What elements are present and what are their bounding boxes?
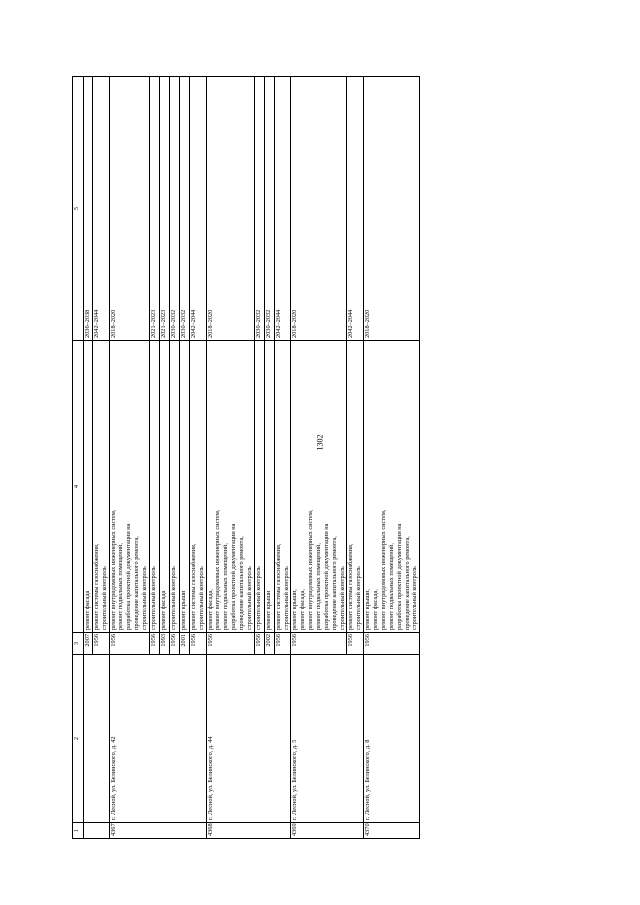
row-work-list <box>254 341 264 633</box>
work-item: проведение капитального ремонта, <box>238 536 246 630</box>
work-item: ремонт крыши <box>179 590 187 630</box>
row-work-list <box>264 341 274 633</box>
row-period: 2042–2044 <box>189 77 206 341</box>
work-item: ремонт системы газоснабжения, <box>92 543 100 630</box>
work-item: проведение капитального ремонта, <box>403 536 411 630</box>
row-period: 2021–2023 <box>159 77 169 341</box>
row-work-list <box>169 341 179 633</box>
row-year: 1956 <box>254 633 264 655</box>
row-work-list <box>149 341 159 633</box>
entry-address: г. Лесной, ул. Белинского, д. 42 <box>109 655 206 823</box>
work-item: ремонт внутридомовых инженерных систем, <box>307 509 315 630</box>
work-item: строительный контроль <box>245 566 253 630</box>
row-period: 2042–2044 <box>274 77 291 341</box>
row-period: 2030–2032 <box>169 77 179 341</box>
row-year: 1956 <box>206 633 254 655</box>
row-year: 2002 <box>264 633 274 655</box>
work-item: ремонт системы газоснабжения, <box>347 543 355 630</box>
entry-number: 4367. <box>109 823 206 839</box>
row-period: 2030–2032 <box>254 77 264 341</box>
row-period: 2018–2020 <box>364 77 420 341</box>
header-cell: 2 <box>73 655 84 823</box>
page-number: 1302 <box>315 434 325 451</box>
header-row <box>73 77 84 839</box>
row-work-list <box>109 341 149 633</box>
table-row <box>291 77 347 839</box>
row-period: 2021–2023 <box>149 77 159 341</box>
row-period: 2018–2020 <box>206 77 254 341</box>
row-year: 1956 <box>149 633 159 655</box>
work-item: строительный контроль <box>149 566 157 630</box>
work-item: разработка проектной документации на <box>125 523 133 630</box>
header-cell: 3 <box>73 633 84 655</box>
row-period: 2030–2032 <box>264 77 274 341</box>
row-work-list <box>84 341 93 633</box>
row-year: 1956 <box>189 633 206 655</box>
row-period: 2030–2032 <box>179 77 189 341</box>
entry-address: г. Лесной, ул. Белинского, д. 5 <box>291 655 364 823</box>
row-year: 1956 <box>274 633 291 655</box>
row-period: 2042–2044 <box>92 77 109 341</box>
work-item: разработка проектной документации на <box>230 523 238 630</box>
work-item: ремонт подвальных помещений, <box>222 543 230 630</box>
row-work-list <box>364 341 420 633</box>
work-item: строительный контроль <box>100 566 108 630</box>
entry-address: г. Лесной, ул. Белинского, д. 8 <box>364 655 420 823</box>
work-item: разработка проектной документации на <box>395 523 403 630</box>
work-item: строительный контроль <box>197 566 205 630</box>
work-item: ремонт системы газоснабжения, <box>274 543 282 630</box>
work-item: ремонт фасада <box>159 590 167 630</box>
row-year: 1956 <box>364 633 420 655</box>
work-item: ремонт подвальных помещений, <box>117 543 125 630</box>
work-item: ремонт подвальных помещений, <box>315 543 323 630</box>
work-item: ремонт фасада, <box>206 589 214 630</box>
work-item: строительный контроль <box>355 566 363 630</box>
header-cell: 1 <box>73 823 84 839</box>
rotated-table-wrapper <box>72 77 602 839</box>
work-item: ремонт системы газоснабжения, <box>189 543 197 630</box>
row-period: 2018–2020 <box>291 77 347 341</box>
work-item: строительный контроль <box>338 566 346 630</box>
entry-number: 4368. <box>206 823 291 839</box>
work-item: ремонт внутридомовых инженерных систем, <box>214 509 222 630</box>
work-item: ремонт фасада, <box>299 589 307 630</box>
work-item: ремонт крыши, <box>364 588 372 630</box>
row-year: 1956 <box>109 633 149 655</box>
table-row <box>364 77 420 839</box>
row-work-list <box>274 341 291 633</box>
row-year: 2007 <box>84 633 93 655</box>
entry-number: 4369. <box>291 823 364 839</box>
header-cell: 5 <box>73 77 84 341</box>
row-work-list <box>179 341 189 633</box>
work-item: ремонт фасада <box>84 590 91 630</box>
table-body <box>84 77 420 839</box>
entry-address <box>84 655 110 823</box>
work-item: ремонт крыши <box>264 590 272 630</box>
entry-address: г. Лесной, ул. Белинского, д. 44 <box>206 655 291 823</box>
work-item: проведение капитального ремонта, <box>133 536 141 630</box>
work-item: ремонт фасада, <box>372 589 380 630</box>
table-row <box>206 77 254 839</box>
work-item: ремонт внутридомовых инженерных систем, <box>379 509 387 630</box>
work-item: ремонт внутридомовых инженерных систем, <box>109 509 117 630</box>
row-period: 2036–2038 <box>84 77 93 341</box>
table-row <box>84 77 93 839</box>
row-period: 2018–2020 <box>109 77 149 341</box>
row-year: 1956 <box>291 633 347 655</box>
row-work-list <box>159 341 169 633</box>
header-cell: 4 <box>73 341 84 633</box>
work-item: разработка проектной документации на <box>322 523 330 630</box>
work-item: строительный контроль <box>282 566 290 630</box>
work-item: строительный контроль <box>141 566 149 630</box>
row-year: 1956 <box>92 633 109 655</box>
work-item: строительный контроль <box>254 566 262 630</box>
capital-repair-table <box>72 76 420 839</box>
work-item: ремонт подвальных помещений, <box>387 543 395 630</box>
row-work-list <box>291 341 347 633</box>
work-item: строительный контроль <box>411 566 419 630</box>
row-work-list <box>206 341 254 633</box>
table-row <box>109 77 149 839</box>
row-work-list <box>347 341 364 633</box>
entry-number: 4370. <box>364 823 420 839</box>
row-work-list <box>189 341 206 633</box>
row-year: 1993 <box>159 633 169 655</box>
work-item: проведение капитального ремонта, <box>330 536 338 630</box>
entry-number <box>84 823 110 839</box>
work-item: строительный контроль <box>169 566 177 630</box>
row-year: 1956 <box>169 633 179 655</box>
row-year: 2001 <box>179 633 189 655</box>
row-work-list <box>92 341 109 633</box>
row-year: 1956 <box>347 633 364 655</box>
row-period: 2042–2044 <box>347 77 364 341</box>
work-item: ремонт крыши, <box>291 588 299 630</box>
